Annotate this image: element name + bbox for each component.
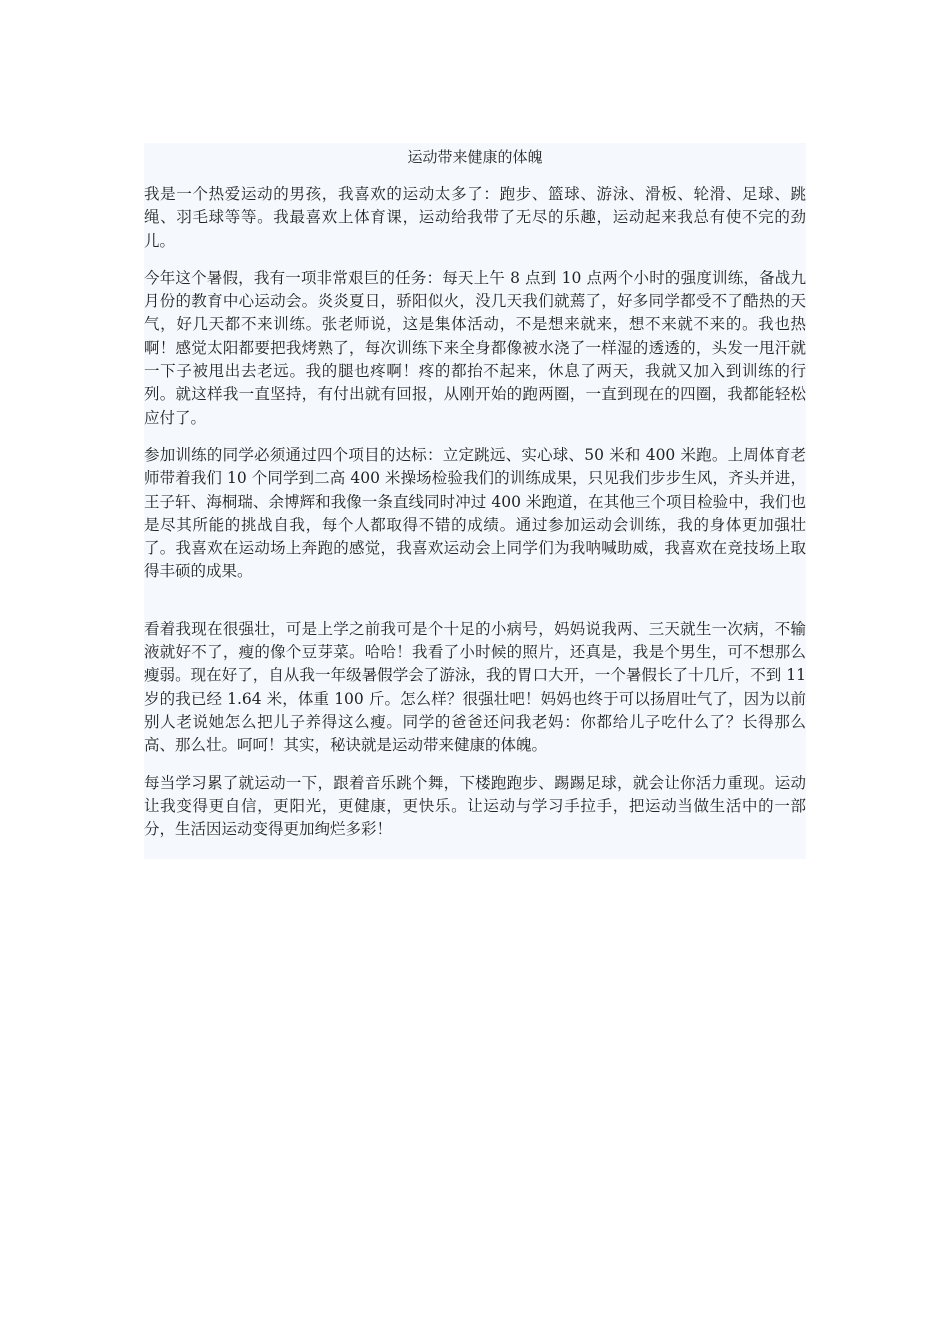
paragraph-3: 参加训练的同学必须通过四个项目的达标：立定跳远、实心球、50 米和 400 米跑。上周体育老师带着我们 10 个同学到二高 400 米操场检验我们的训练成果，只见我们步步生风，齐头并进，王子轩、海桐瑞、余博辉和我像一条直线同时冲过 400 米跑道，在其他三个项目检验中，我们也是尽其所能的挑战自我，每个人都取得不错的成绩。通过参加运动会训练，我的身体更加强壮了。我喜欢在运动场上奔跑的感觉，我喜欢运动会上同学们为我呐喊助威，我喜欢在竞技场上取得丰硕的成果。 [144,445,806,581]
document-title: 运动带来健康的体魄 [407,148,543,166]
paragraph-4: 看着我现在很强壮，可是上学之前我可是个十足的小病号，妈妈说我两、三天就生一次病，不输液就好不了，瘦的像个豆芽菜。哈哈！我看了小时候的照片，还真是，我是个男生，可不想那么瘦弱。现在好了，自从我一年级暑假学会了游泳，我的胃口大开，一个暑假长了十几斤，不到 11 岁的我已经 1.64 米，体重 100 斤。怎么样？很强壮吧！妈妈也终于可以扬眉吐气了，因为以前别人老说她怎么把儿子养得这么瘦。同学的爸爸还问我老妈：你都给儿子吃什么了？长得那么高、那么壮。呵呵！其实，秘诀就是运动带来健康的体魄。 [144,619,806,755]
paragraph-2: 今年这个暑假，我有一项非常艰巨的任务：每天上午 8 点到 10 点两个小时的强度训练，备战九月份的教育中心运动会。炎炎夏日，骄阳似火，没几天我们就蔫了，好多同学都受不了酷热的天气，好几天都不来训练。张老师说，这是集体活动，不是想来就来，想不来就不来的。我也热啊！感觉太阳都要把我烤熟了，每次训练下来全身都像被水浇了一样湿的透透的，头发一甩汗就一下子被甩出去老远。我的腿也疼啊！疼的都抬不起来，休息了两天，我就又加入到训练的行列。就这样我一直坚持，有付出就有回报，从刚开始的跑两圈，一直到现在的四圈，我都能轻松应付了。 [144,268,806,427]
paragraph-1: 我是一个热爱运动的男孩，我喜欢的运动太多了：跑步、篮球、游泳、滑板、轮滑、足球、跳绳、羽毛球等等。我最喜欢上体育课，运动给我带了无尽的乐趣，运动起来我总有使不完的劲儿。 [144,185,806,250]
article-body [144,143,806,859]
paragraph-spacer [144,598,806,618]
paragraph-5: 每当学习累了就运动一下，跟着音乐跳个舞，下楼跑跑步、踢踢足球，就会让你活力重现。运动让我变得更自信，更阳光，更健康，更快乐。让运动与学习手拉手，把运动当做生活中的一部分，生活因运动变得更加绚烂多彩！ [144,773,806,839]
